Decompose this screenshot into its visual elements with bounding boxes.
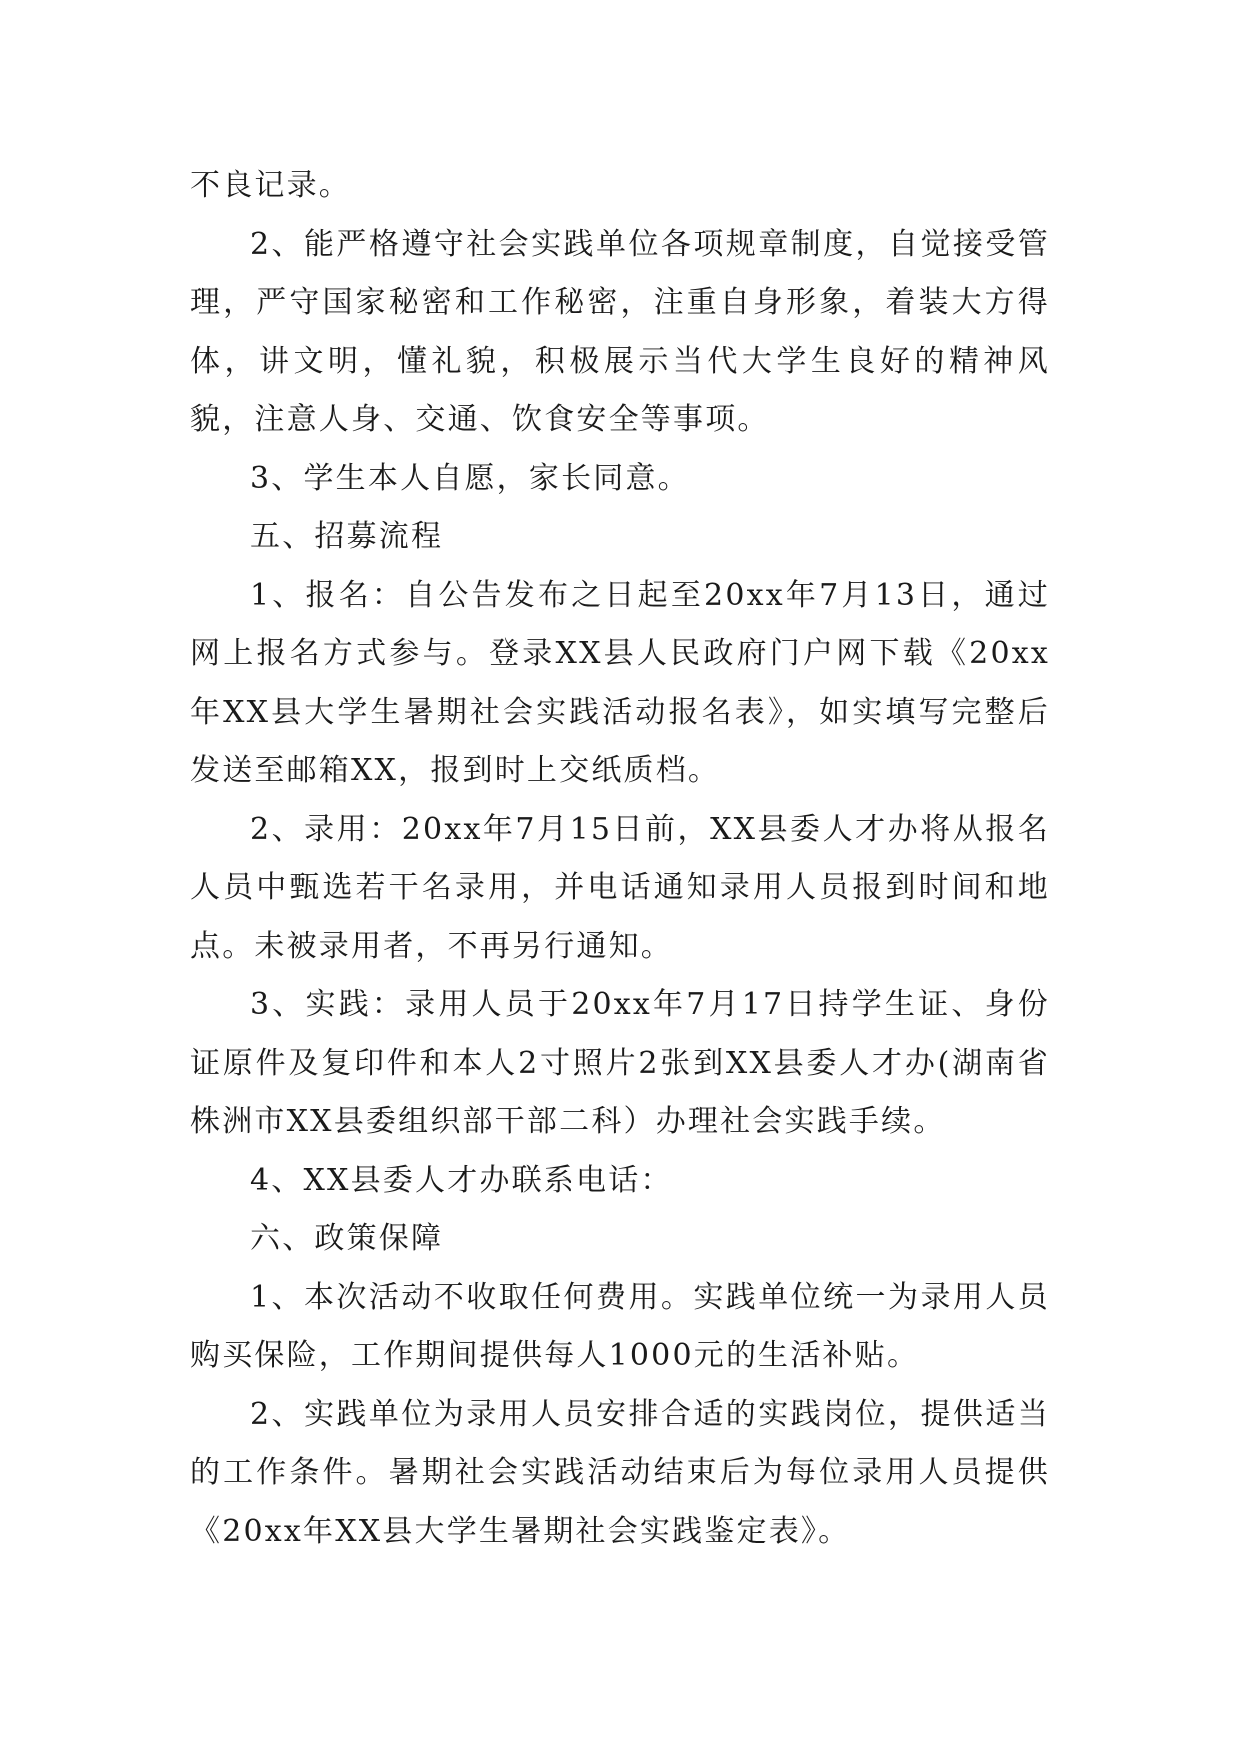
requirement-item-2: 2、能严格遵守社会实践单位各项规章制度，自觉接受管理，严守国家秘密和工作秘密，注重自身形象，着装大方得体，讲文明，懂礼貌，积极展示当代大学生良好的精神风貌，注意人身、交通、饮食安全等事项。 — [190, 226, 1050, 437]
requirement-item-3: 3、学生本人自愿，家长同意。 — [250, 460, 690, 496]
section-heading-policy-support: 六、政策保障 — [250, 1221, 444, 1256]
policy-item-2: 2、实践单位为录用人员安排合适的实践岗位，提供适当的工作条件。暑期社会实践活动结束后为每位录用人员提供《20xx年XX县大学生暑期社会实践鉴定表》。 — [190, 1396, 1050, 1549]
document-body — [190, 157, 1050, 1561]
process-item-registration: 1、报名：自公告发布之日起至20xx年7月13日，通过网上报名方式参与。登录XX县人民政府门户网下载《20xx年XX县大学生暑期社会实践活动报名表》，如实填写完整后发送至邮箱XX，报到时上交纸质档。 — [190, 577, 1050, 788]
paragraph-continuation: 不良记录。 — [190, 168, 351, 203]
section-heading-recruitment-process: 五、招募流程 — [250, 519, 444, 554]
policy-item-1: 1、本次活动不收取任何费用。实践单位统一为录用人员购买保险，工作期间提供每人1000元的生活补贴。 — [190, 1279, 1050, 1373]
process-item-contact: 4、XX县委人才办联系电话： — [250, 1162, 673, 1198]
process-item-practice: 3、实践：录用人员于20xx年7月17日持学生证、身份证原件及复印件和本人2寸照片2张到XX县委人才办(湖南省株洲市XX县委组织部干部二科）办理社会实践手续。 — [190, 987, 1050, 1139]
process-item-hiring: 2、录用：20xx年7月15日前，XX县委人才办将从报名人员中甄选若干名录用，并电话通知录用人员报到时间和地点。未被录用者，不再另行通知。 — [190, 811, 1050, 964]
